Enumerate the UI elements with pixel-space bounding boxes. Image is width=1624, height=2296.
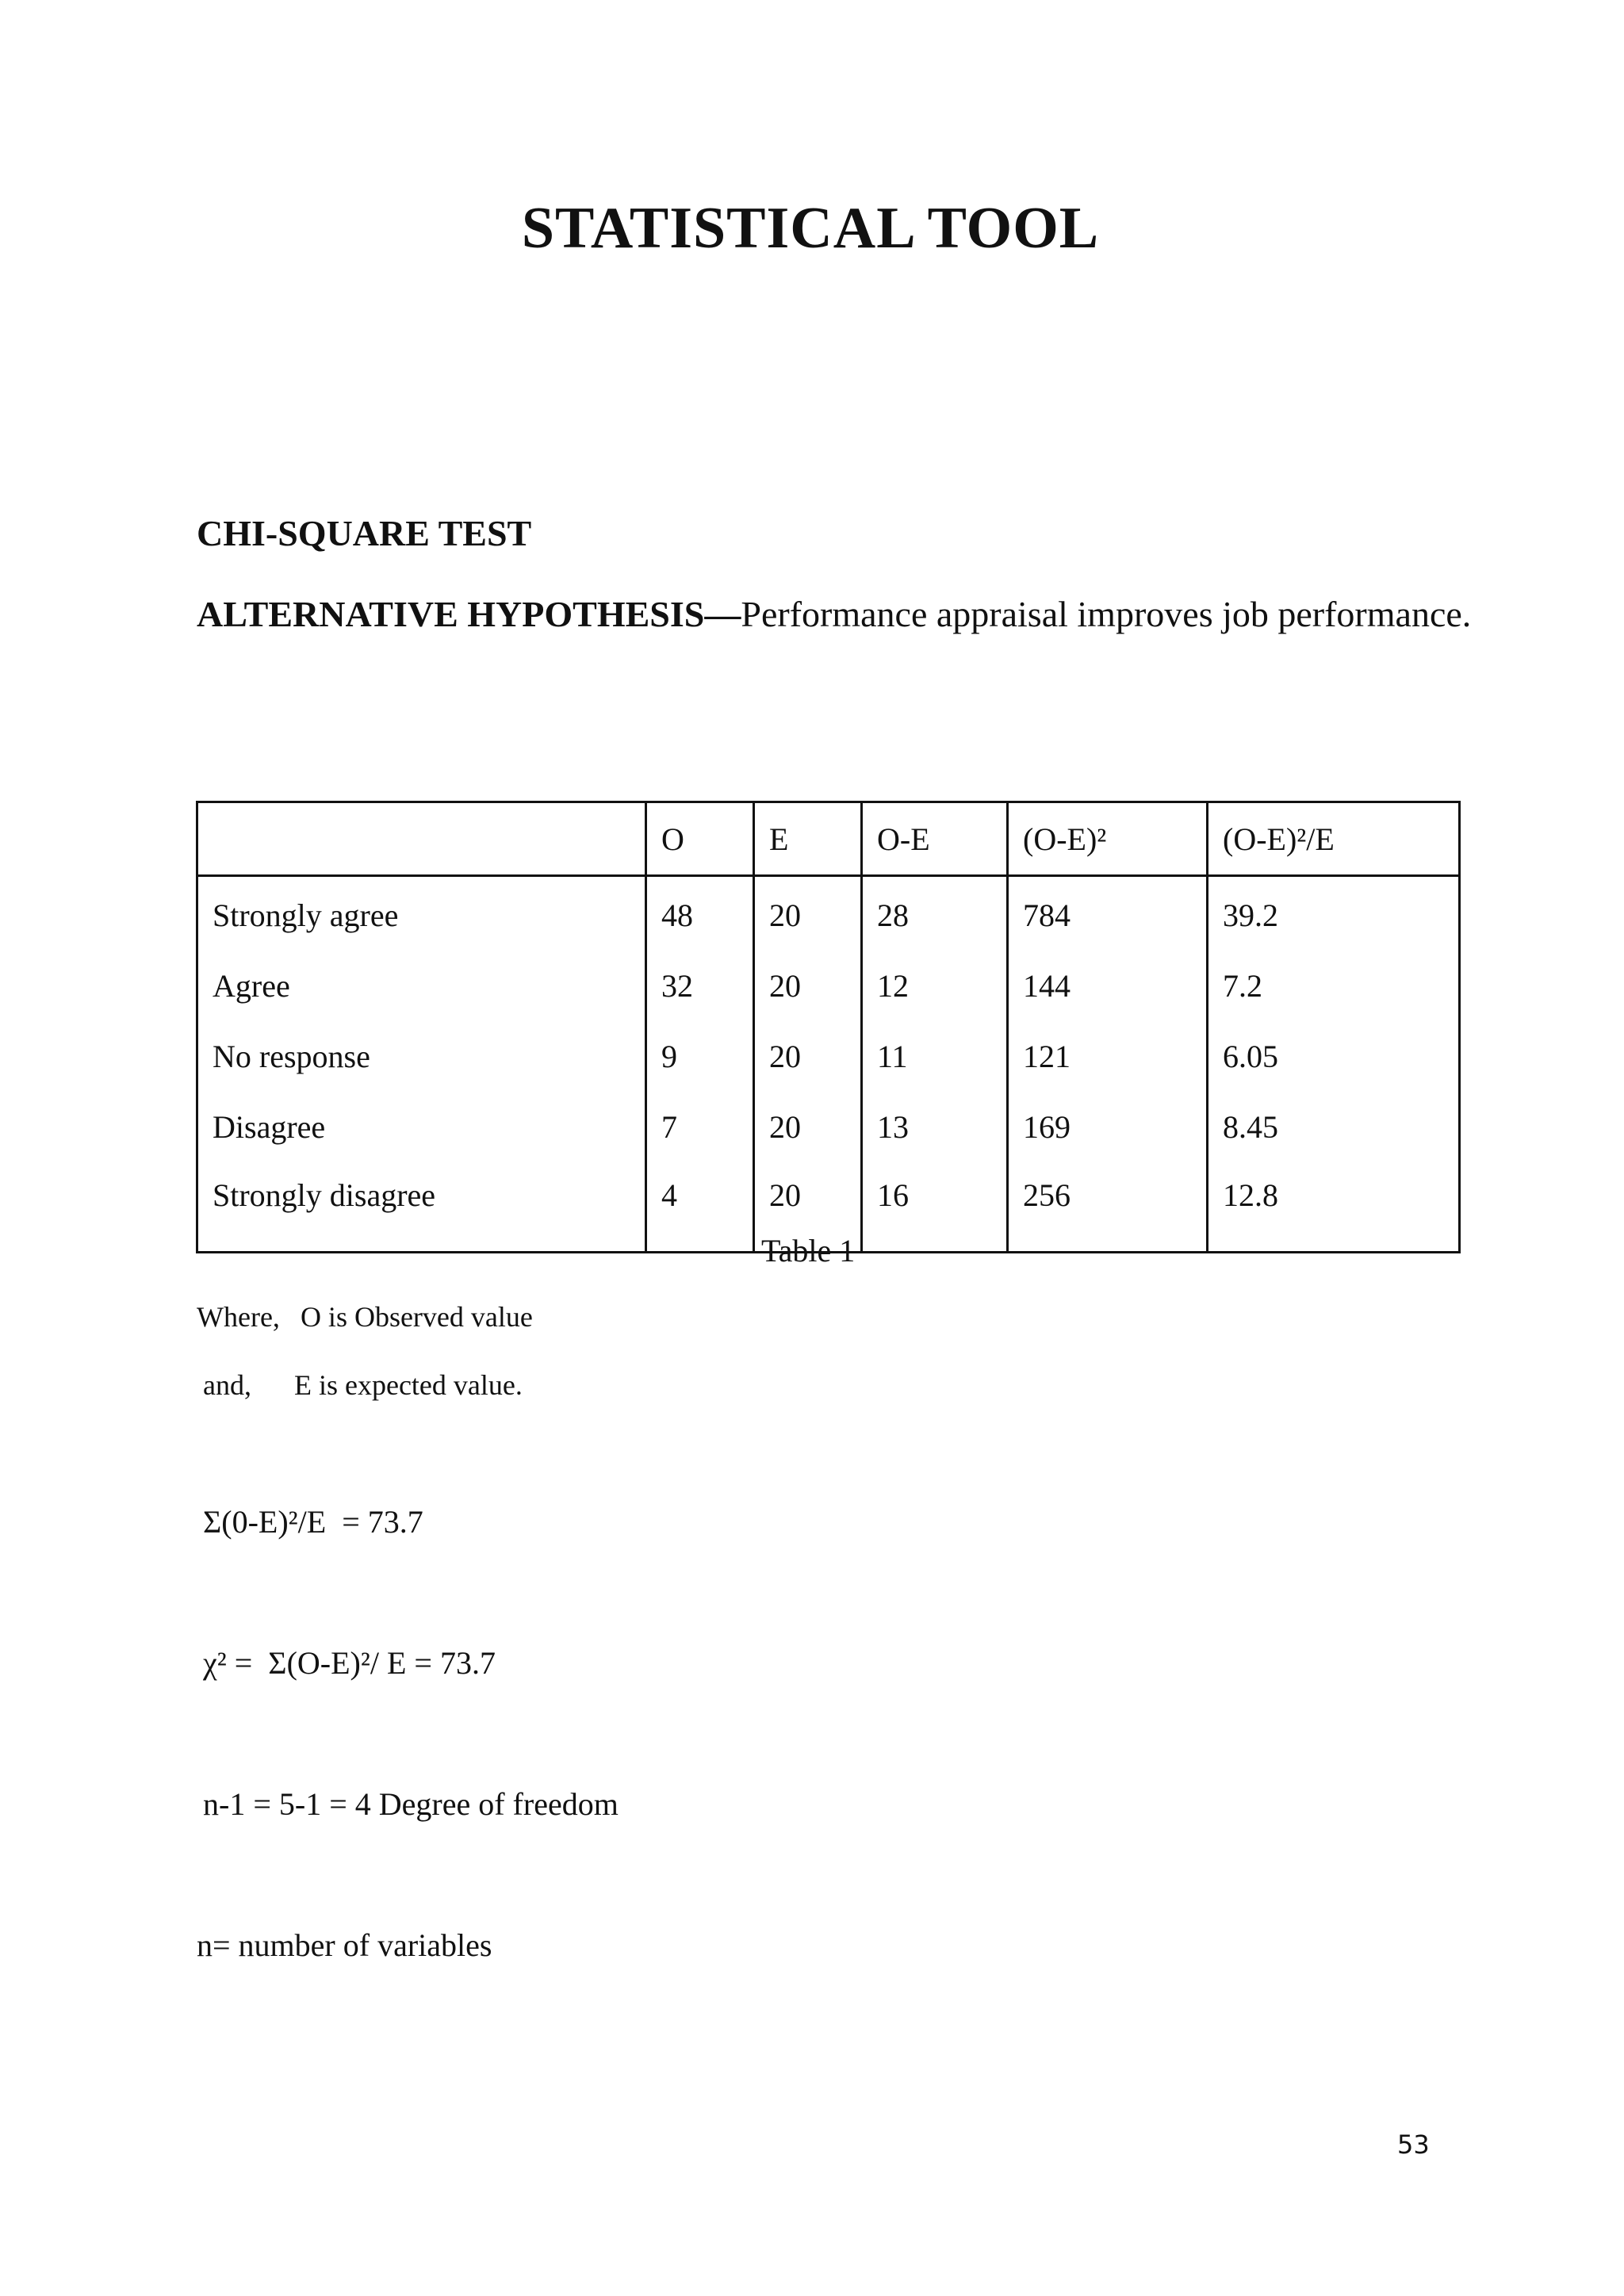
table-row [197,1092,1460,1162]
header-cell-squared: (O-E)² [1008,802,1208,876]
difference-cell: 11 [862,1021,1008,1092]
ratio-cell: 8.45 [1208,1092,1460,1162]
degrees-of-freedom: n-1 = 5-1 = 4 Degree of freedom [203,1786,619,1822]
row-label: No response [197,1021,646,1092]
expected-cell: 20 [754,951,862,1021]
legend-expected [203,1368,523,1402]
expected-cell: 20 [754,1021,862,1092]
page-title: STATISTICAL TOOL [521,196,1100,261]
row-label: Strongly agree [197,876,646,951]
observed-cell: 7 [646,1092,754,1162]
ratio-cell: 39.2 [1208,876,1460,951]
table-row [197,876,1460,951]
table-row [197,951,1460,1021]
row-label: Disagree [197,1092,646,1162]
expected-cell: 20 [754,876,862,951]
ratio-cell: 7.2 [1208,951,1460,1021]
ratio-cell: 6.05 [1208,1021,1460,1092]
squared-cell: 784 [1008,876,1208,951]
observed-cell: 4 [646,1162,754,1253]
hypothesis-text: Performance appraisal improves job performance. [741,594,1472,634]
and-label: and, [203,1369,251,1401]
observed-cell: 32 [646,951,754,1021]
header-cell-expected: E [754,802,862,876]
difference-cell: 28 [862,876,1008,951]
chi-square-formula: χ² = Σ(O-E)²/ E = 73.7 [203,1645,496,1681]
row-label: Agree [197,951,646,1021]
header-cell-observed: O [646,802,754,876]
table-caption: Table 1 [761,1233,856,1269]
expected-cell: 20 [754,1092,862,1162]
header-cell-difference: O-E [862,802,1008,876]
where-label: Where, [197,1301,280,1333]
expected-cell: 20 [754,1162,862,1253]
table-row [197,1021,1460,1092]
difference-cell: 12 [862,951,1008,1021]
page-number: 53 [1397,2130,1430,2160]
expected-definition: E is expected value. [293,1369,523,1401]
hypothesis-label: ALTERNATIVE HYPOTHESIS— [197,594,741,634]
header-cell-category [197,802,646,876]
chi-square-table [196,801,1461,1253]
section-heading: CHI-SQUARE TEST [197,513,532,553]
table-header-row [197,802,1460,876]
observed-cell: 9 [646,1021,754,1092]
squared-cell: 144 [1008,951,1208,1021]
difference-cell: 16 [862,1162,1008,1253]
hypothesis-paragraph [197,588,1481,641]
legend-observed [197,1300,533,1334]
difference-cell: 13 [862,1092,1008,1162]
header-cell-ratio: (O-E)²/E [1208,802,1460,876]
row-label: Strongly disagree [197,1162,646,1253]
sum-formula: Σ(0-E)²/E = 73.7 [203,1504,423,1540]
observed-definition: O is Observed value [300,1301,533,1333]
observed-cell: 48 [646,876,754,951]
squared-cell: 169 [1008,1092,1208,1162]
squared-cell: 256 [1008,1162,1208,1253]
squared-cell: 121 [1008,1021,1208,1092]
ratio-cell: 12.8 [1208,1162,1460,1253]
n-definition: n= number of variables [197,1927,492,1963]
